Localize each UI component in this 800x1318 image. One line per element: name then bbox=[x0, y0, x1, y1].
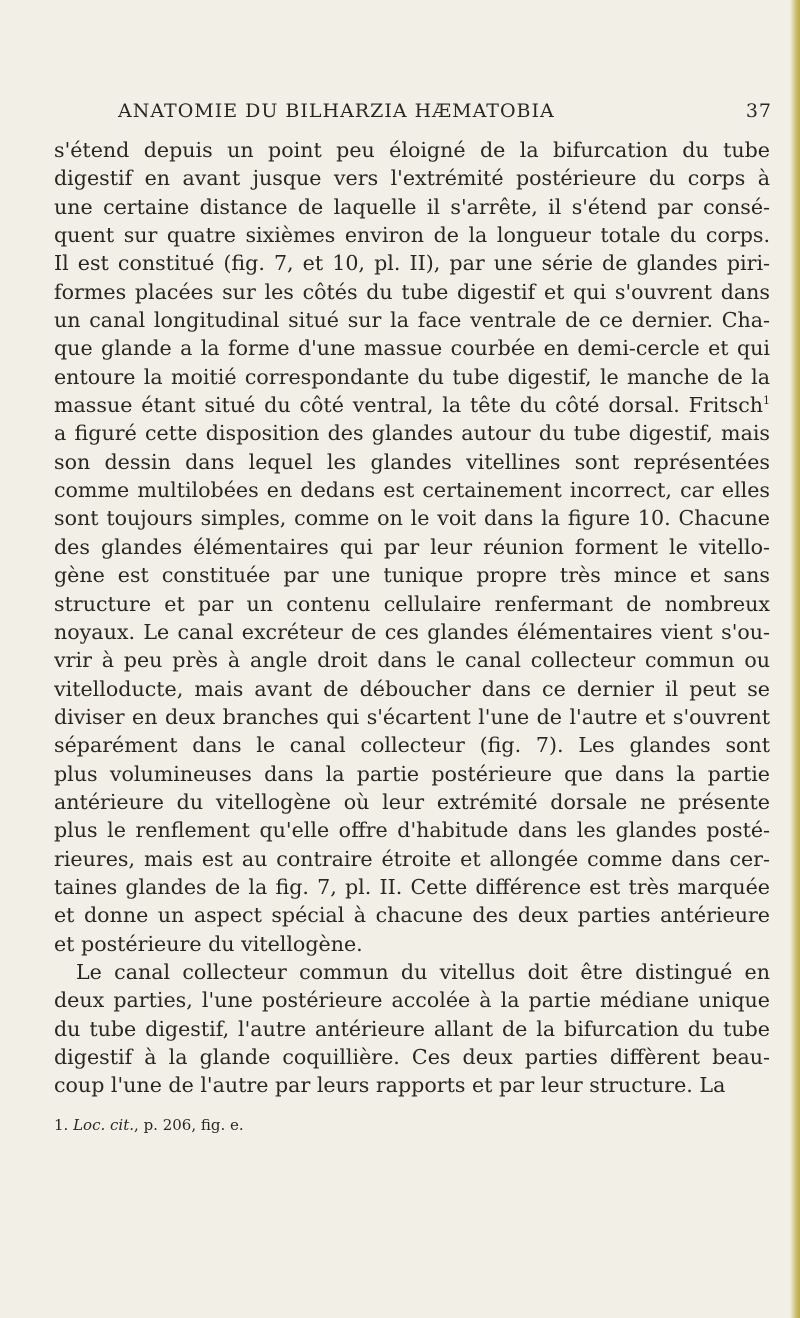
text-line: plus volumineuses dans la partie postérieure que dans la partie bbox=[54, 761, 770, 786]
text-line: que glande a la forme d'une massue courbée en demi-cercle et qui bbox=[54, 336, 770, 361]
text-line: formes placées sur les côtés du tube digestif et qui s'ouvrent dans bbox=[54, 279, 770, 304]
text-line: comme multilobées en dedans est certainement incorrect, car elles bbox=[54, 478, 770, 503]
text-line: Il est constitué (fig. 7, et 10, pl. II), par une série de glandes piri- bbox=[54, 251, 770, 276]
text-line: quent sur quatre sixièmes environ de la longueur totale du corps. bbox=[54, 223, 770, 248]
text-line: a figuré cette disposition des glandes autour du tube digestif, mais bbox=[54, 421, 770, 446]
text-line: et postérieure du vitellogène. bbox=[54, 931, 363, 956]
page-number: 37 bbox=[745, 100, 772, 122]
text-line: du tube digestif, l'autre antérieure allant de la bifurcation du tube bbox=[54, 1016, 770, 1041]
text-line: une certaine distance de laquelle il s'arrête, il s'étend par consé- bbox=[54, 194, 770, 219]
text-line: massue étant situé du côté ventral, la tête du côté dorsal. Fritsch$^1$ bbox=[54, 393, 770, 418]
footnote-ref: Loc. cit. bbox=[73, 1116, 135, 1134]
text-line: gène est constituée par une tunique propre très mince et sans bbox=[54, 563, 770, 588]
paragraph-vitellogene bbox=[54, 136, 770, 958]
body-text bbox=[54, 136, 770, 1100]
text-line: antérieure du vitellogène où leur extrémité dorsale ne présente bbox=[54, 789, 770, 814]
running-head: ANATOMIE DU BILHARZIA HÆMATOBIA bbox=[118, 100, 555, 122]
text-line: deux parties, l'une postérieure accolée à la partie médiane unique bbox=[54, 988, 770, 1013]
text-line: vrir à peu près à angle droit dans le canal collecteur commun ou bbox=[54, 648, 770, 673]
text-line: digestif en avant jusque vers l'extrémité postérieure du corps à bbox=[54, 166, 770, 191]
text-line: séparément dans le canal collecteur (fig. 7). Les glandes sont bbox=[54, 733, 770, 758]
text-line: et donne un aspect spécial à chacune des deux parties antérieure bbox=[54, 903, 770, 928]
text-line: digestif à la glande coquillière. Ces deux parties diffèrent beau- bbox=[54, 1045, 770, 1069]
footnote-rest: , p. 206, fig. e. bbox=[134, 1116, 244, 1134]
text-line: plus le renflement qu'elle offre d'habitude dans les glandes posté- bbox=[54, 818, 770, 843]
footnote-number: 1. bbox=[54, 1116, 69, 1134]
text-line: diviser en deux branches qui s'écartent l'une de l'autre et s'ouvrent bbox=[54, 704, 770, 729]
text-line: coup l'une de l'autre par leurs rapports et par leur structure. La bbox=[54, 1073, 726, 1098]
footnote bbox=[54, 1116, 244, 1134]
text-line: un canal longitudinal situé sur la face ventrale de ce dernier. Cha- bbox=[54, 308, 770, 333]
page-edge bbox=[790, 0, 800, 1318]
footnote-marker: 1 bbox=[763, 394, 770, 408]
text-line: Le canal collecteur commun du vitellus doit être distingué en bbox=[76, 959, 770, 984]
text-line: son dessin dans lequel les glandes vitellines sont représentées bbox=[54, 449, 770, 474]
text-line: s'étend depuis un point peu éloigné de la bifurcation du tube bbox=[54, 138, 770, 162]
text-line: structure et par un contenu cellulaire renfermant de nombreux bbox=[54, 591, 770, 616]
text-line: noyaux. Le canal excréteur de ces glandes élémentaires vient s'ou- bbox=[54, 619, 770, 644]
text-line: des glandes élémentaires qui par leur réunion forment le vitello- bbox=[54, 534, 770, 559]
text-line: rieures, mais est au contraire étroite et allongée comme dans cer- bbox=[54, 846, 770, 871]
page-header bbox=[110, 100, 772, 128]
paragraph-canal-collecteur bbox=[54, 958, 770, 1100]
text-line: vitelloducte, mais avant de déboucher dans ce dernier il peut se bbox=[54, 676, 770, 701]
text-line: sont toujours simples, comme on le voit dans la figure 10. Chacune bbox=[54, 506, 770, 531]
text-line: entoure la moitié correspondante du tube digestif, le manche de la bbox=[54, 364, 770, 389]
text-line: taines glandes de la fig. 7, pl. II. Cette différence est très marquée bbox=[54, 874, 770, 899]
